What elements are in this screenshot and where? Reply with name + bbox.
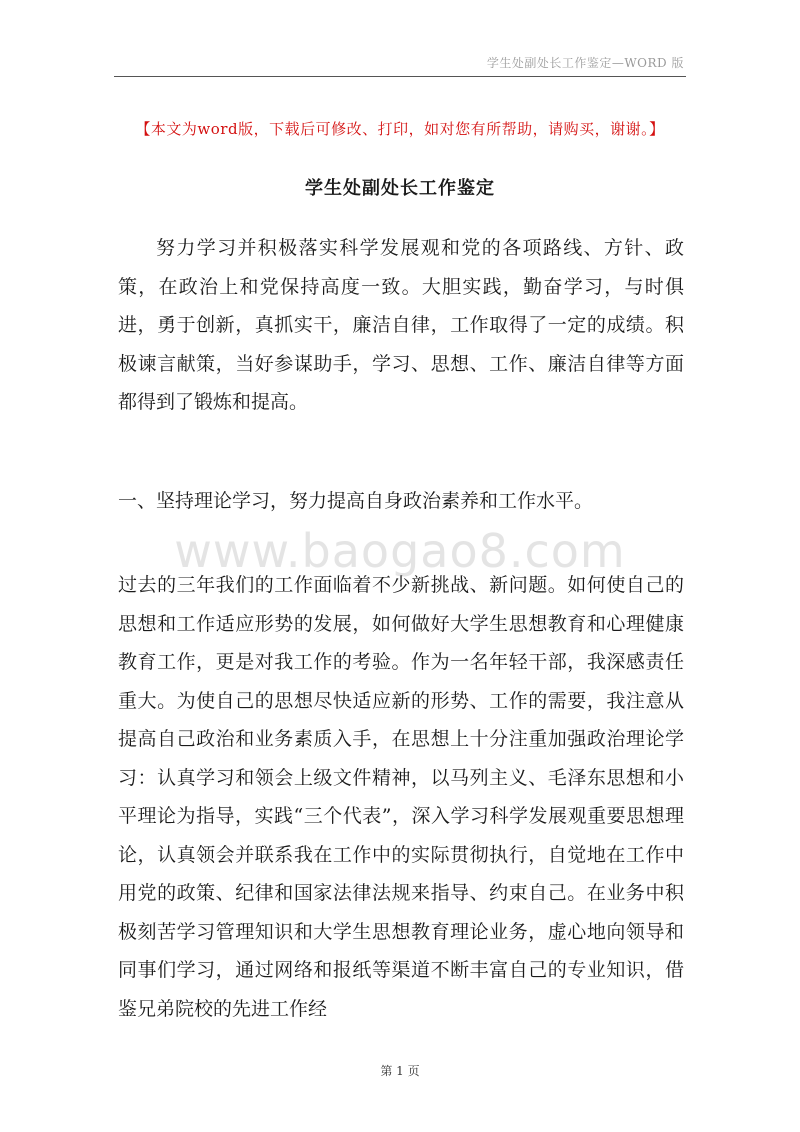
watermark-url: www.baogao8.com — [174, 524, 626, 578]
section-heading: 一、坚持理论学习，努力提高自身政治素养和工作水平。 — [118, 490, 594, 512]
page-number: 第 1 页 — [380, 1064, 420, 1078]
intro-paragraph: 努力学习并积极落实科学发展观和党的各项路线、方针、政策，在政治上和党保持高度一致。大胆实践，勤奋学习，与时俱进，勇于创新，真抓实干，廉洁自律，工作取得了一定的成绩。积极谏言献策，当好参谋助手，学习、思想、工作、廉洁自律等方面都得到了锻炼和提高。 — [118, 237, 684, 413]
header-divider — [114, 76, 686, 77]
document-title: 学生处副处长工作鉴定 — [305, 178, 495, 199]
body-paragraph: 过去的三年我们的工作面临着不少新挑战、新问题。如何使自己的思想和工作适应形势的发展，如何做好大学生思想教育和心理健康教育工作，更是对我工作的考验。作为一名年轻干部，我深感责任重大。为使自己的思想尽快适应新的形势、工作的需要，我注意从提高自己政治和业务素质入手，在思想上十分注重加强政治理论学习：认真学习和领会上级文件精神，以马列主义、毛泽东思想和小平理论为指导，实践“三个代表”，深入学习科学发展观重要思想理论，认真领会并联系我在工作中的实际贯彻执行，自觉地在工作中用党的政策、纪律和国家法律法规来指导、约束自己。在业务中积极刻苦学习管理知识和大学生思想教育理论业务，虚心地向领导和同事们学习，通过网络和报纸等渠道不断丰富自己的专业知识，借鉴兄弟院校的先进工作经 — [118, 574, 684, 1020]
running-header: 学生处副处长工作鉴定—WORD 版 — [486, 56, 684, 70]
purchase-notice: 【本文为word版，下载后可修改、打印，如对您有所帮助，请购买，谢谢。】 — [135, 120, 665, 138]
